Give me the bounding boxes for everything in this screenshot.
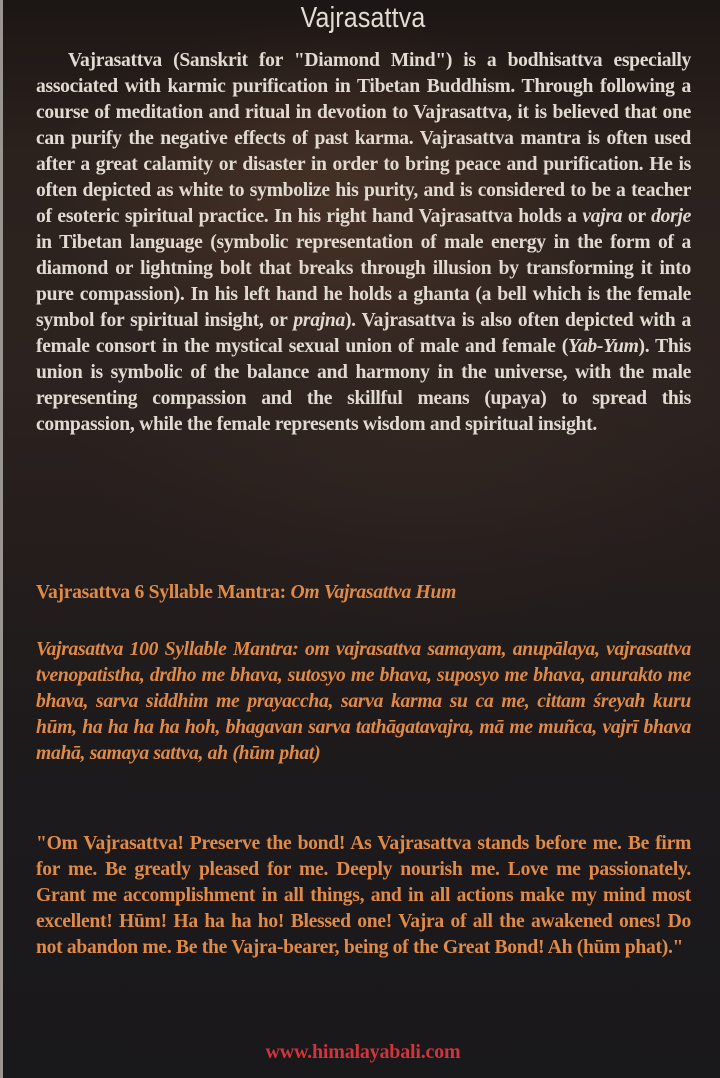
term-yab-yum: Yab-Yum <box>568 336 639 357</box>
intro-text: or <box>622 206 652 227</box>
six-syllable-mantra <box>36 580 691 606</box>
six-syllable-label: Vajrasattva 6 Syllable Mantra: <box>36 582 291 603</box>
term-prajna: prajna <box>293 310 345 331</box>
website-link[interactable]: www.himalayabali.com <box>265 1041 461 1063</box>
intro-paragraph <box>36 48 691 438</box>
hundred-syllable-mantra <box>36 637 691 767</box>
term-dorje: dorje <box>651 206 691 227</box>
term-vajra: vajra <box>582 206 623 227</box>
intro-text: Vajrasattva (Sanskrit for "Diamond Mind") is a bodhisattva especially associated with karmic purification in Tibetan Buddhism. Through following a course of meditation and ritual in devotion to Vajrasattva, it is believed that one can purify the negative effects of past karma. Vajrasattva mantra is often used after a great calamity or disaster in order to bring peace and purification. He is often depicted as white to symbolize his purity, and is considered to be a teacher of esoteric spiritual practice. In his right hand Vajrasattva holds a <box>36 50 691 227</box>
mantra-translation: "Om Vajrasattva! Preserve the bond! As Vajrasattva stands before me. Be firm for me. Be greatly pleased for me. Deeply nourish me. Love me passionately. Grant me accomplishment in all things, and in all actions make my mind most excellent! Hūm! Ha ha ha ho! Blessed one! Vajra of all the awakened ones! Do not abandon me. Be the Vajra-bearer, being of the Great Bond! Ah (hūm phat)." <box>36 833 691 958</box>
hundred-syllable-label: Vajrasattva 100 Syllable Mantra: <box>36 639 306 660</box>
hundred-syllable-text: om vajrasattva samayam, anupālaya, vajrasattva tvenopatistha, drdho me bhava, sutosyo me bhava, suposyo me bhava, anurakto me bhava, sarva siddhim me prayaccha, sarva karma su ca me, cittam śreyah kuru hūm, ha ha ha ha hoh, bhagavan sarva tathāgatavajra, mā me muñca, vajrī bhava mahā, samaya sattva, ah (hūm phat) <box>36 639 691 764</box>
six-syllable-text: Om Vajrasattva Hum <box>290 582 457 603</box>
page-title: Vajrasattva <box>300 2 426 34</box>
intro-text: ). Vajrasattva is also often depicted with a female consort in the mystical sexual union of male and female ( <box>36 310 692 357</box>
intro-text: in Tibetan language (symbolic representation of male energy in the form of a diamond or lightning bolt that breaks through illusion by transforming it into pure compassion). In his left hand he holds a ghanta (a bell which is the female symbol for spiritual insight, or <box>36 232 691 331</box>
intro-text: ). This union is symbolic of the balance and harmony in the universe, with the male representing compassion and the skillful means (upaya) to spread this compassion, while the female represents wisdom and spiritual insight. <box>36 336 691 435</box>
